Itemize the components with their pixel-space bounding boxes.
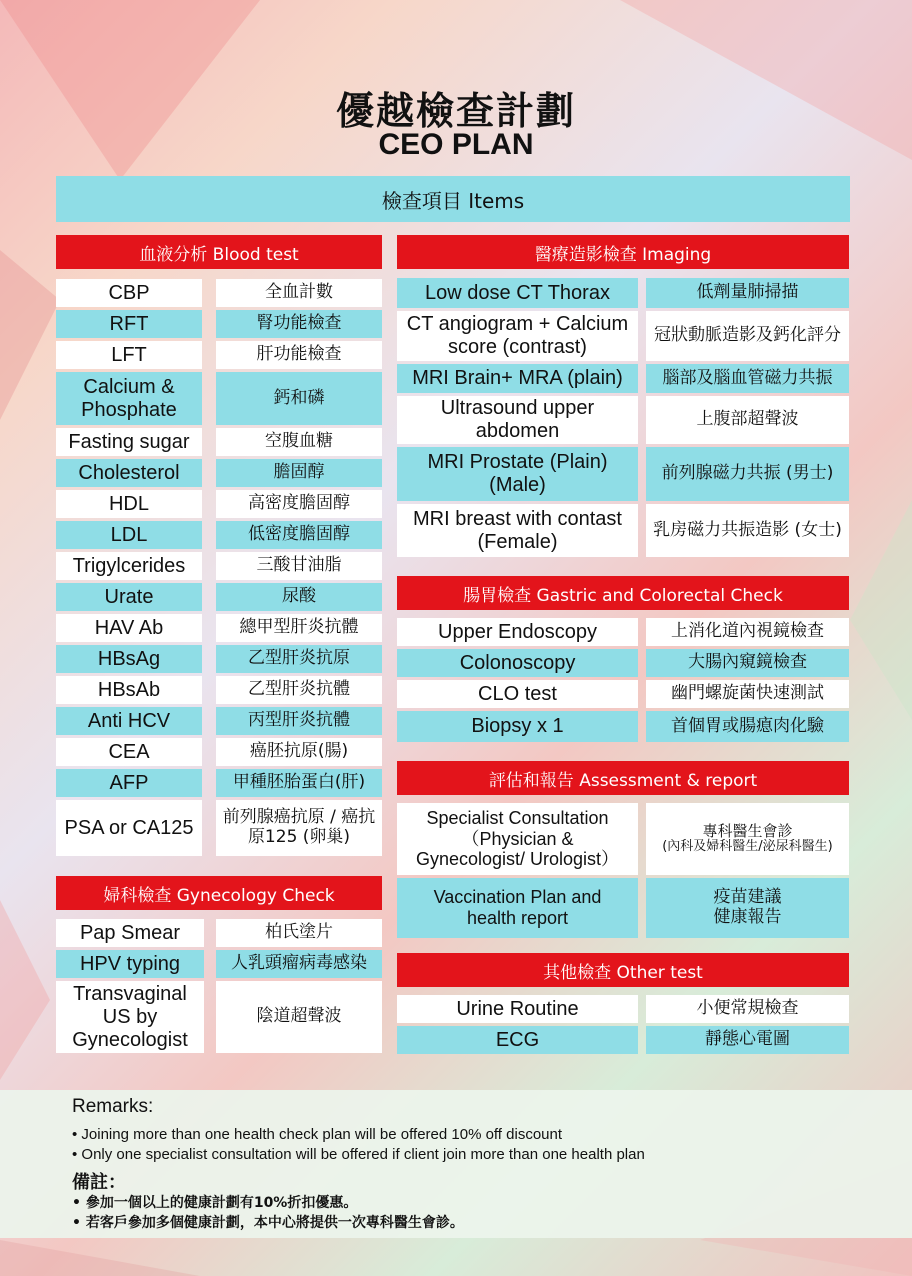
gastric-item-zh: 首個胃或腸瘜肉化驗 (646, 711, 849, 742)
blood-item-en: HDL (56, 490, 202, 518)
imaging-item-en: MRI Brain+ MRA (plain) (397, 364, 638, 393)
blood-item-zh: 乙型肝炎抗體 (216, 676, 382, 704)
other-item-en: Urine Routine (397, 995, 638, 1023)
blood-item-en: Urate (56, 583, 202, 611)
blood-item-zh: 甲種胚胎蛋白(肝) (216, 769, 382, 797)
imaging-item-zh: 低劑量肺掃描 (646, 278, 849, 308)
gyn-item-en: Pap Smear (56, 919, 204, 947)
blood-item-zh: 肝功能檢查 (216, 341, 382, 369)
blood-item-en: HAV Ab (56, 614, 202, 642)
remarks-zh-line: • 若客戶參加多個健康計劃，本中心將提供一次專科醫生會診。 (72, 1215, 464, 1231)
assessment-item-en: Vaccination Plan and health report (397, 878, 638, 938)
imaging-item-en: MRI breast with contast (Female) (397, 504, 638, 557)
imaging-item-en: CT angiogram + Calcium score (contrast) (397, 311, 638, 361)
imaging-item-en: MRI Prostate (Plain) (Male) (397, 447, 638, 501)
assessment-item-en: Specialist Consultation （Physician & Gynecologist/ Urologist） (397, 803, 638, 875)
imaging-item-en: Low dose CT Thorax (397, 278, 638, 308)
gyn-item-en: HPV typing (56, 950, 204, 978)
blood-item-zh: 高密度膽固醇 (216, 490, 382, 518)
blood-item-zh: 全血計數 (216, 279, 382, 307)
gastric-item-zh: 上消化道內視鏡檢查 (646, 618, 849, 646)
blood-item-en: RFT (56, 310, 202, 338)
gyn-item-en: Transvaginal US by Gynecologist (56, 981, 204, 1053)
imaging-item-zh: 乳房磁力共振造影 (女士) (646, 504, 849, 557)
blood-item-en: Calcium & Phosphate (56, 372, 202, 425)
blood-item-zh: 腎功能檢查 (216, 310, 382, 338)
other-item-en: ECG (397, 1026, 638, 1054)
remarks-line: • Joining more than one health check plan will be offered 10% off discount (72, 1126, 563, 1143)
blood-item-zh: 前列腺癌抗原 / 癌抗原125 (卵巢) (216, 800, 382, 856)
assessment-item-zh: 專科醫生會診 (702, 821, 793, 840)
assessment-item-zh-note: (內科及婦科醫生/泌尿科醫生) (662, 839, 833, 855)
other-item-zh: 小便常規檢查 (646, 995, 849, 1023)
assessment-header: 評估和報告 Assessment & report (397, 761, 849, 795)
blood-item-en: AFP (56, 769, 202, 797)
other-item-zh: 靜態心電圖 (646, 1026, 849, 1054)
gastric-item-en: Upper Endoscopy (397, 618, 638, 646)
blood-item-en: Fasting sugar (56, 428, 202, 456)
remarks-zh-title: 備註： (72, 1172, 126, 1193)
blood-item-zh: 空腹血糖 (216, 428, 382, 456)
blood-item-en: CEA (56, 738, 202, 766)
remarks-line: • Only one specialist consultation will be offered if client join more than one health plan (72, 1146, 645, 1163)
blood-item-zh: 鈣和磷 (216, 372, 382, 425)
page-title-zh: 優越檢查計劃 (335, 89, 576, 133)
gastric-item-zh: 幽門螺旋菌快速測試 (646, 680, 849, 708)
blood-item-en: Trigylcerides (56, 552, 202, 580)
remarks-panel (0, 1090, 912, 1238)
blood-item-zh: 膽固醇 (216, 459, 382, 487)
imaging-item-zh: 上腹部超聲波 (646, 396, 849, 444)
blood-item-zh: 丙型肝炎抗體 (216, 707, 382, 735)
assessment-item-zh-cell (646, 803, 849, 875)
remarks-zh-line: • 參加一個以上的健康計劃有10%折扣優惠。 (72, 1195, 358, 1211)
remarks-title: Remarks: (72, 1096, 154, 1117)
blood-item-en: HBsAb (56, 676, 202, 704)
blood-item-zh: 癌胚抗原(腸) (216, 738, 382, 766)
blood-item-zh: 乙型肝炎抗原 (216, 645, 382, 673)
blood-item-en: PSA or CA125 (56, 800, 202, 856)
blood-item-zh: 總甲型肝炎抗體 (216, 614, 382, 642)
blood-item-en: CBP (56, 279, 202, 307)
other-test-header: 其他檢查 Other test (397, 953, 849, 987)
blood-item-zh: 低密度膽固醇 (216, 521, 382, 549)
assessment-item-zh: 疫苗建議 健康報告 (646, 878, 849, 938)
imaging-item-en: Ultrasound upper abdomen (397, 396, 638, 444)
blood-item-en: HBsAg (56, 645, 202, 673)
gyn-item-zh: 陰道超聲波 (216, 981, 382, 1053)
blood-item-en: Cholesterol (56, 459, 202, 487)
gastric-item-en: Colonoscopy (397, 649, 638, 677)
gyn-item-zh: 柏氏塗片 (216, 919, 382, 947)
gynecology-header: 婦科檢查 Gynecology Check (56, 876, 382, 910)
imaging-item-zh: 冠狀動脈造影及鈣化評分 (646, 311, 849, 361)
imaging-header: 醫療造影檢查 Imaging (397, 235, 849, 269)
blood-item-en: LDL (56, 521, 202, 549)
gastric-header: 腸胃檢查 Gastric and Colorectal Check (397, 576, 849, 610)
gyn-item-zh: 人乳頭瘤病毒感染 (216, 950, 382, 978)
blood-item-en: Anti HCV (56, 707, 202, 735)
imaging-item-zh: 腦部及腦血管磁力共振 (646, 364, 849, 393)
blood-item-zh: 尿酸 (216, 583, 382, 611)
blood-test-header: 血液分析 Blood test (56, 235, 382, 269)
gastric-item-en: Biopsy x 1 (397, 711, 638, 742)
blood-item-en: LFT (56, 341, 202, 369)
gastric-item-zh: 大腸內窺鏡檢查 (646, 649, 849, 677)
imaging-item-zh: 前列腺磁力共振 (男士) (646, 447, 849, 501)
gastric-item-en: CLO test (397, 680, 638, 708)
items-header: 檢查項目 Items (56, 176, 850, 222)
page-title-en: CEO PLAN (378, 128, 534, 161)
blood-item-zh: 三酸甘油脂 (216, 552, 382, 580)
